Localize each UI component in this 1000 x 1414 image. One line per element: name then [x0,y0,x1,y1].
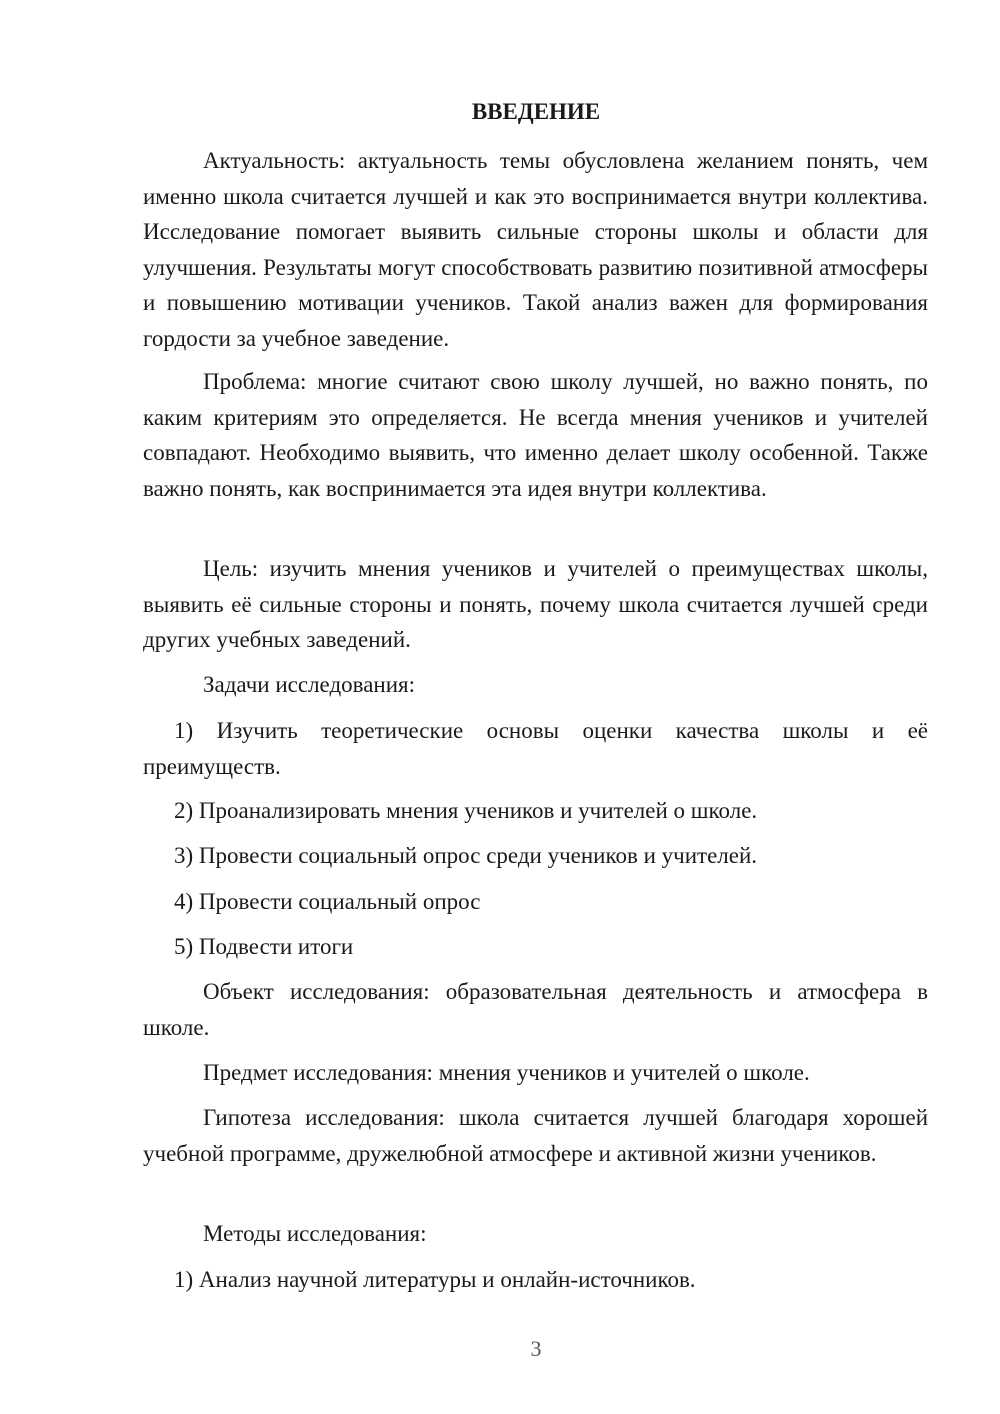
paragraph-relevance: Актуальность: актуальность темы обусловлена желанием понять, чем именно школа считается лучшей и как это воспринимается внутри коллектива. Исследование помогает выявить сильные стороны школы и области для улучшения. Результаты могут способствовать развитию позитивной атмосферы и повышению мотивации учеников. Такой анализ важен для формирования гордости за учебное заведение. [143,148,928,351]
task-item-1: 1) Изучить теоретические основы оценки качества школы и её преимуществ. [143,718,928,779]
methods-heading: Методы исследования: [203,1221,427,1246]
paragraph-problem: Проблема: многие считают свою школу лучшей, но важно понять, по каким критериям это определяется. Не всегда мнения учеников и учителей совпадают. Необходимо выявить, что именно делает школу особенной. Также важно понять, как воспринимается эта идея внутри коллектива. [143,369,928,501]
task-item-5: 5) Подвести итоги [174,934,354,959]
page-number: 3 [530,1336,542,1361]
method-item-1: 1) Анализ научной литературы и онлайн-источников. [174,1267,696,1292]
paragraph-goal: Цель: изучить мнения учеников и учителей о преимуществах школы, выявить её сильные стороны и понять, почему школа считается лучшей среди других учебных заведений. [143,556,928,652]
task-item-4: 4) Провести социальный опрос [174,889,481,914]
task-item-3: 3) Провести социальный опрос среди учеников и учителей. [174,843,758,868]
paragraph-object: Объект исследования: образовательная деятельность и атмосфера в школе. [143,979,928,1040]
paragraph-hypothesis: Гипотеза исследования: школа считается лучшей благодаря хорошей учебной программе, дружелюбной атмосфере и активной жизни учеников. [143,1105,928,1166]
task-item-2: 2) Проанализировать мнения учеников и учителей о школе. [174,798,758,823]
paragraph-subject: Предмет исследования: мнения учеников и учителей о школе. [203,1060,810,1085]
tasks-heading: Задачи исследования: [203,672,416,697]
section-title: ВВЕДЕНИЕ [471,99,601,124]
